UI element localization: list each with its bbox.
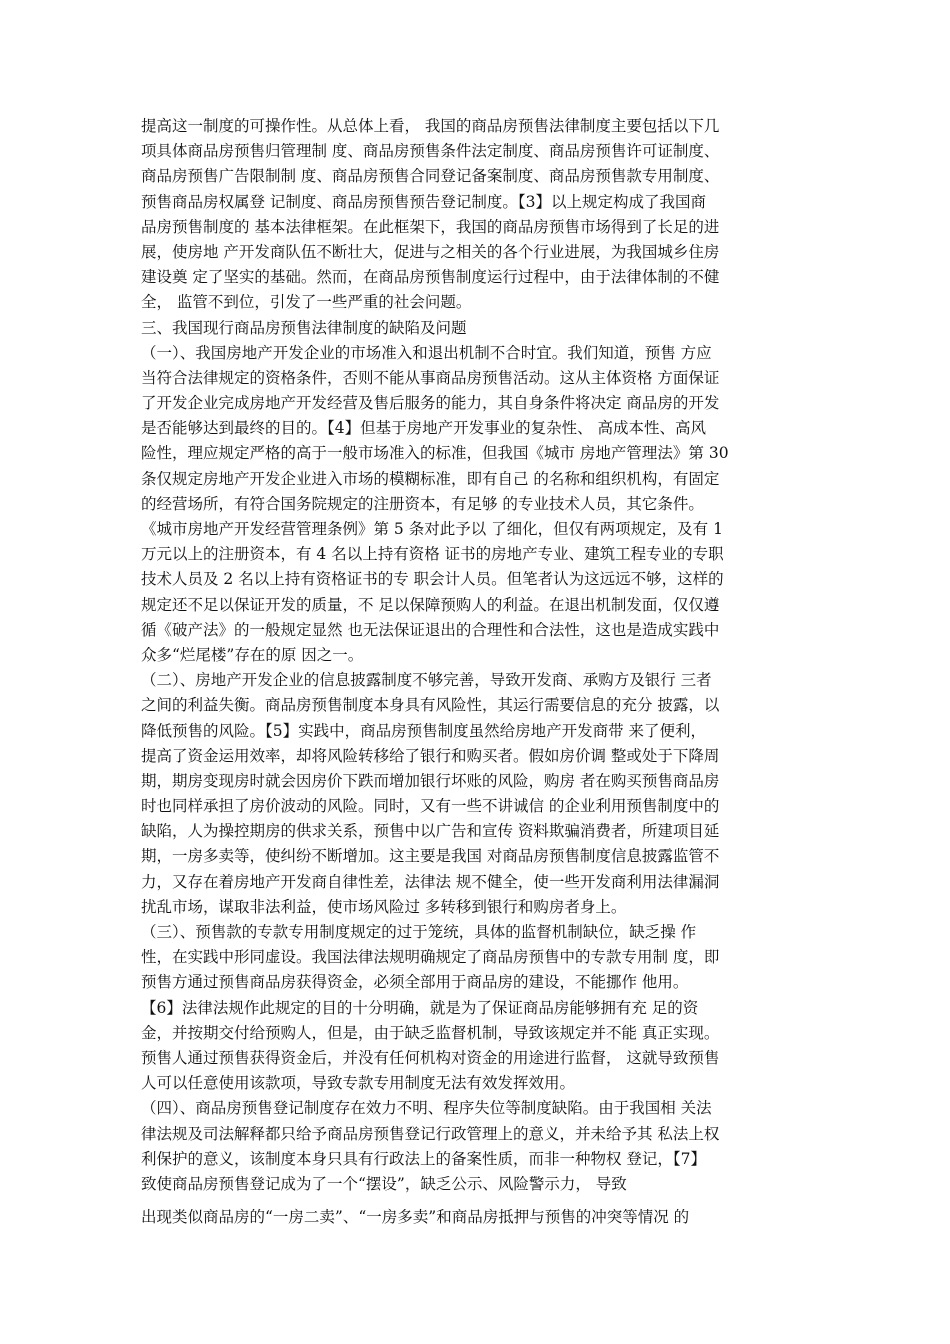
text-line: 展，使房地 产开发商队伍不断壮大，促进与之相关的各个行业进展，为我国城乡住房 bbox=[141, 242, 720, 261]
text-line: 建设奠 定了坚实的基础。然而，在商品房预售制度运行过程中，由于法律体制的不健 bbox=[141, 268, 720, 287]
text-line: （三）、预售款的专款专用制度规定的过于笼统，具体的监督机制缺位，缺乏操 作 bbox=[141, 923, 697, 941]
text-line: 《城市房地产开发经营管理条例》第 5 条对此予以 了细化，但仅有两项规定，及有 1 bbox=[141, 520, 723, 538]
text-line: 【6】法律法规作此规定的目的十分明确，就是为了保证商品房能够拥有充 足的资 bbox=[141, 998, 699, 1017]
text-line: 规定还不足以保证开发的质量，不 足以保障预购人的利益。在退出机制发面，仅仅遵 bbox=[141, 595, 720, 614]
text-line: 万元以上的注册资本，有 4 名以上持有资格 证书的房地产专业、建筑工程专业的专职 bbox=[141, 545, 724, 564]
section-heading: 三、我国现行商品房预售法律制度的缺陷及问题 bbox=[141, 318, 467, 337]
text-line: 之间的利益失衡。商品房预售制度本身具有风险性，其运行需要信息的充分 披露，以 bbox=[141, 696, 720, 715]
text-line: 是否能够达到最终的目的。【4】但基于房地产开发事业的复杂性、 高成本性、高风 bbox=[141, 419, 707, 438]
text-line: 力，又存在着房地产开发商自律性差，法律法 规不健全，使一些开发商利用法律漏洞 bbox=[141, 872, 720, 891]
text-line: 众多“烂尾楼”存在的原 因之一。 bbox=[141, 645, 364, 664]
text-line: 出现类似商品房的“一房二卖”、“一房多卖”和商品房抵押与预售的冲突等情况 的 bbox=[141, 1208, 690, 1227]
text-line: 时也同样承担了房价波动的风险。同时，又有一些不讲诚信 的企业利用预售制度中的 bbox=[141, 797, 720, 816]
text-line: （四）、商品房预售登记制度存在效力不明、程序失位等制度缺陷。由于我国相 关法 bbox=[141, 1099, 712, 1118]
line-gap bbox=[141, 1197, 827, 1205]
text-line: 了开发企业完成房地产开发经营及售后服务的能力，其自身条件将决定 商品房的开发 bbox=[141, 394, 720, 413]
text-line: 项具体商品房预售归管理制 度、商品房预售条件法定制度、商品房预售许可证制度、 bbox=[141, 142, 720, 161]
text-line: 条仅规定房地产开发企业进入市场的模糊标准，即有自己 的名称和组织机构，有固定 bbox=[141, 469, 720, 488]
text-line: 降低预售的风险。【5】实践中，商品房预售制度虽然给房地产开发商带 来了便利， bbox=[141, 721, 707, 740]
text-line: 期，期房变现房时就会因房价下跌而增加银行坏账的风险，购房 者在购买预售商品房 bbox=[141, 771, 720, 790]
text-line: （一）、我国房地产开发企业的市场准入和退出机制不合时宜。我们知道，预售 方应 bbox=[141, 343, 712, 362]
text-line: 的经营场所，有符合国务院规定的注册资本，有足够 的专业技术人员，其它条件。 bbox=[141, 494, 704, 513]
text-line: 提高这一制度的可操作性。从总体上看， 我国的商品房预售法律制度主要包括以下几 bbox=[141, 117, 720, 135]
text-line: 提高了资金运用效率，却将风险转移给了银行和购买者。假如房价调 整或处于下降周 bbox=[141, 746, 720, 765]
text-line: 险性，理应规定严格的高于一般市场准入的标准，但我国《城市 房地产管理法》第 30 bbox=[141, 444, 729, 463]
text-line: 商品房预售广告限制制 度、商品房预售合同登记备案制度、商品房预售款专用制度、 bbox=[141, 167, 720, 186]
text-line: 当符合法律规定的资格条件，否则不能从事商品房预售活动。这从主体资格 方面保证 bbox=[141, 368, 720, 387]
text-line: 利保护的意义，该制度本身只具有行政法上的备案性质，而非一种物权 登记，【7】 bbox=[141, 1149, 707, 1168]
text-line: 预售商品房权属登 记制度、商品房预售预告登记制度。【3】以上规定构成了我国商 bbox=[141, 192, 707, 211]
text-line: 致使商品房预售登记成为了一个“摆设”，缺乏公示、风险警示力， 导致 bbox=[141, 1174, 627, 1193]
text-line: 扰乱市场，谋取非法利益，使市场风险过 多转移到银行和购房者身上。 bbox=[141, 897, 627, 916]
text-line: 金，并按期交付给预购人，但是，由于缺乏监督机制，导致该规定并不能 真正实现。 bbox=[141, 1023, 720, 1042]
document-body bbox=[141, 114, 827, 1230]
text-line: 预售方通过预售商品房获得资金，必须全部用于商品房的建设，不能挪作 他用。 bbox=[141, 973, 689, 992]
text-line: 品房预售制度的 基本法律框架。在此框架下，我国的商品房预售市场得到了长足的进 bbox=[141, 217, 720, 236]
text-line: 技术人员及 2 名以上持有资格证书的专 职会计人员。但笔者认为这远远不够，这样的 bbox=[141, 570, 724, 589]
text-line: 缺陷，人为操控期房的供求关系，预售中以广告和宣传 资料欺骗消费者，所建项目延 bbox=[141, 822, 720, 841]
text-line: 人可以任意使用该款项，导致专款专用制度无法有效发挥效用。 bbox=[141, 1074, 576, 1093]
text-line: 循《破产法》的一般规定显然 也无法保证退出的合理性和合法性，这也是造成实践中 bbox=[141, 620, 720, 639]
text-line: 预售人通过预售获得资金后，并没有任何机构对资金的用途进行监督， 这就导致预售 bbox=[141, 1048, 720, 1067]
text-line: 全， 监管不到位，引发了一些严重的社会问题。 bbox=[141, 293, 472, 312]
text-line: 期，一房多卖等，使纠纷不断增加。这主要是我国 对商品房预售制度信息披露监管不 bbox=[141, 847, 720, 866]
text-line: （二）、房地产开发企业的信息披露制度不够完善，导致开发商、承购方及银行 三者 bbox=[141, 671, 712, 690]
text-line: 性，在实践中形同虚设。我国法律法规明确规定了商品房预售中的专款专用制 度，即 bbox=[141, 948, 720, 967]
text-line: 律法规及司法解释都只给予商品房预售登记行政管理上的意义，并未给予其 私法上权 bbox=[141, 1124, 720, 1143]
